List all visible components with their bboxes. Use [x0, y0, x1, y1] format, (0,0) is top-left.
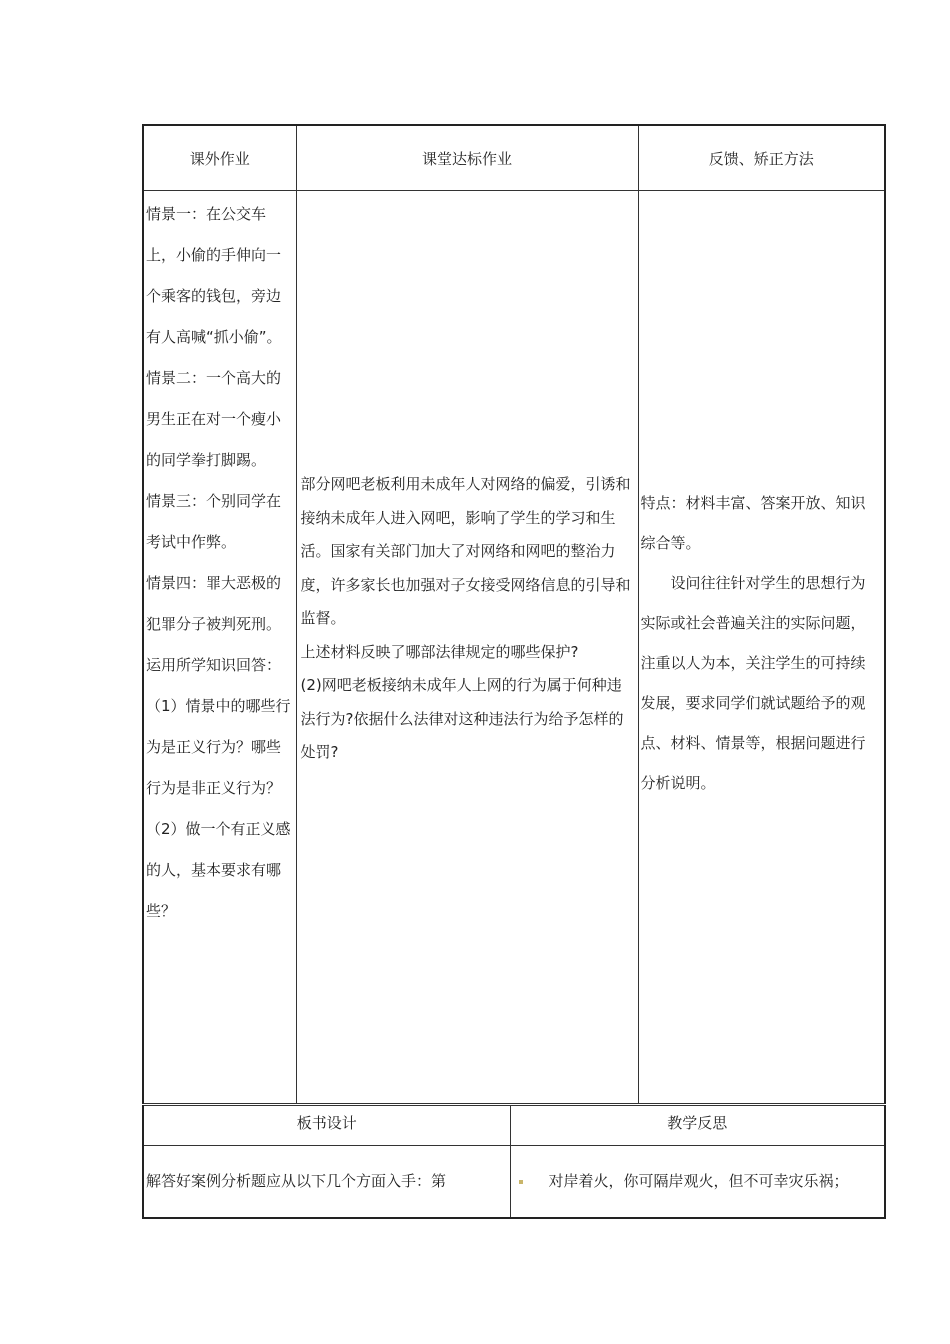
scenario-4: 情景四：罪大恶极的犯罪分子被判死刑。	[146, 574, 282, 633]
header-feedback: 反馈、矫正方法	[638, 125, 885, 191]
classroom-question-2: (2)网吧老板接纳未成年人上网的行为属于何种违法行为?依据什么法律对这种违法行为给予怎样的处罚?	[300, 676, 624, 761]
lower-header-row	[143, 1106, 885, 1146]
table-body-row	[143, 191, 885, 1104]
header-extracurricular: 课外作业	[143, 125, 296, 191]
scenario-1: 情景一：在公交车上，小偷的手伸向一个乘客的钱包，旁边有人高喊“抓小偷”。	[146, 205, 282, 346]
extracurricular-cell	[143, 191, 296, 1104]
question-2: （2）做一个有正义感的人，基本要求有哪些？	[146, 820, 291, 920]
classroom-material: 部分网吧老板利用未成年人对网络的偏爱，引诱和接纳未成年人进入网吧，影响了学生的学习和生活。国家有关部门加大了对网络和网吧的整治力度，许多家长也加强对子女接受网络信息的引导和监督。	[300, 475, 631, 627]
scenario-2: 情景二：一个高大的男生正在对一个瘦小的同学拳打脚踢。	[146, 369, 282, 469]
answer-prompt: 运用所学知识回答：	[146, 656, 282, 674]
header-board-design: 板书设计	[143, 1106, 510, 1146]
board-design-text: 解答好案例分析题应从以下几个方面入手：第	[146, 1172, 447, 1190]
feedback-features: 特点：材料丰富、答案开放、知识综合等。	[640, 494, 866, 552]
classroom-cell	[296, 191, 638, 1104]
scenario-3: 情景三：个别同学在考试中作弊。	[146, 492, 282, 551]
feedback-description: 设问往往针对学生的思想行为实际或社会普遍关注的实际问题，注重以人为本，关注学生的可持续发展，要求同学们就试题给予的观点、材料、情景等，根据问题进行分析说明。	[640, 574, 866, 792]
board-design-cell	[143, 1146, 510, 1218]
homework-table	[142, 124, 886, 1104]
header-classroom: 课堂达标作业	[296, 125, 638, 191]
table-header-row	[143, 125, 885, 191]
lower-body-row	[143, 1146, 885, 1218]
header-teaching-reflection: 教学反思	[510, 1106, 885, 1146]
question-1: （1）情景中的哪些行为是正义行为？哪些行为是非正义行为？	[146, 697, 291, 797]
feedback-cell	[638, 191, 885, 1104]
board-reflection-table	[142, 1105, 886, 1219]
reflection-cell	[510, 1146, 885, 1218]
bullet-marker-icon	[519, 1180, 523, 1184]
classroom-question-1: 上述材料反映了哪部法律规定的哪些保护?	[300, 642, 579, 661]
reflection-text: 对岸着火，你可隔岸观火，但不可幸灾乐祸；	[548, 1172, 849, 1190]
